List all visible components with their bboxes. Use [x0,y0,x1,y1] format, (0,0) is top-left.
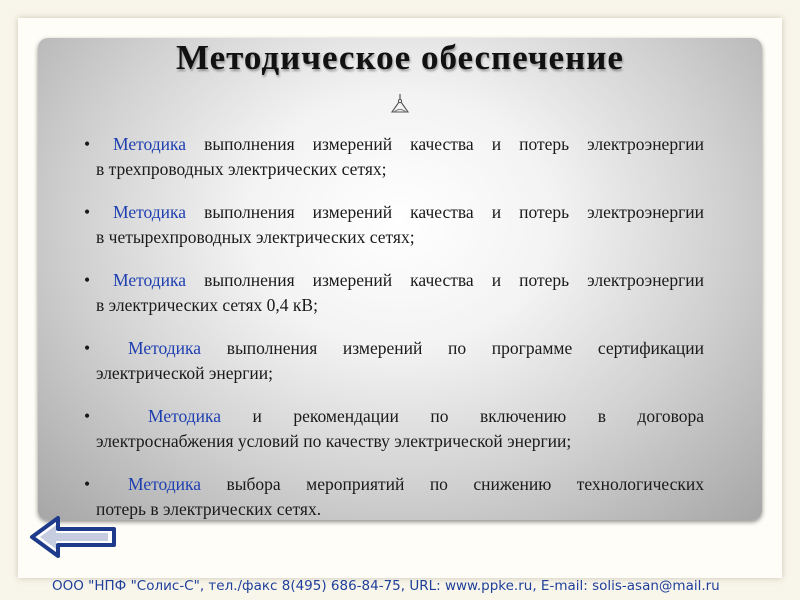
bullet-icon: • [84,338,91,358]
bullet-icon: • [84,406,91,426]
list-item [86,268,704,318]
list-item [86,472,704,522]
item-text: выполнения измерений по программе сертификации [201,338,704,358]
item-keyword: Методика [113,202,187,222]
footer-contacts: ООО "НПФ "Солис-С", тел./факс 8(495) 686-84-75, URL: www.ppke.ru, E-mail: solis-asan@mail.ru [52,578,720,594]
list-item [86,336,704,386]
ornament-icon [388,92,412,116]
methods-list [86,132,704,540]
item-text-continued: электроснабжения условий по качеству электрической энергии; [96,431,572,451]
bullet-icon: • [84,270,91,290]
item-text-continued: электрической энергии; [96,363,273,383]
item-text: выбора мероприятий по снижению технологических [201,474,704,494]
item-keyword: Методика [113,134,187,154]
item-keyword: Методика [128,474,202,494]
bullet-icon: • [84,202,91,222]
item-text: и рекомендации по включению в договора [221,406,704,426]
item-text-continued: потерь в электрических сетях. [96,499,322,519]
list-item [86,200,704,250]
item-keyword: Методика [148,406,222,426]
slide-title: Методическое обеспечение [176,38,624,77]
bullet-icon: • [84,474,91,494]
list-item [86,132,704,182]
list-item [86,404,704,454]
item-text-continued: в трехпроводных электрических сетях; [96,159,387,179]
item-text: выполнения измерений качества и потерь электроэнергии [186,270,704,290]
item-text: выполнения измерений качества и потерь электроэнергии [186,202,704,222]
item-text: выполнения измерений качества и потерь электроэнергии [186,134,704,154]
back-arrow-icon[interactable] [28,515,118,559]
item-text-continued: в электрических сетях 0,4 кВ; [96,295,318,315]
bullet-icon: • [84,134,91,154]
item-keyword: Методика [128,338,202,358]
item-keyword: Методика [113,270,187,290]
item-text-continued: в четырехпроводных электрических сетях; [96,227,415,247]
